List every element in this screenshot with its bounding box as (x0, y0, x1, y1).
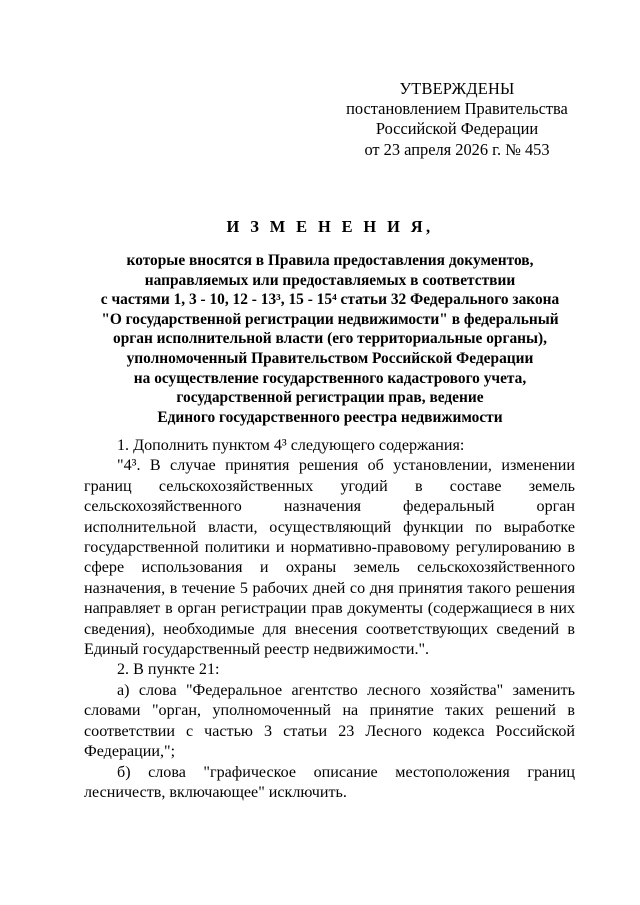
item-1-quote: "4³. В случае принятия решения об установлении, изменении границ сельскохозяйственных угодий в составе земель сельскохозяйственного назначения федеральный орган исполнительной власти, осуществляющий функции по выработке государственной политики и нормативно-правовому регулированию в сфере использования и охраны земель сельскохозяйственного назначения, в течение 5 рабочих дней со дня принятия такого решения направляет в орган регистрации прав документы (содержащиеся в них сведения), необходимые для внесения соответствующих сведений в Единый государственный реестр недвижимости.". (84, 457, 575, 659)
subtitle-line: на осуществление государственного кадастрового учета, (133, 369, 527, 387)
item-1: 1. Дополнить пунктом 4³ следующего содержания: (117, 437, 465, 454)
document-heading (70, 217, 590, 427)
item-2b: б) слова "графическое описание местоположения границ лесничеств, включающее" исключить. (84, 763, 575, 801)
approval-line-3: от 23 апреля 2026 г. № 453 (364, 139, 550, 159)
approval-line-2: Российской Федерации (375, 119, 539, 139)
item-2a: а) слова "Федеральное агентство лесного хозяйства" заменить словами "орган, уполномоченный на принятие таких решений в соответствии с частью 3 статьи 23 Лесного кодекса Российской Федерации,"; (84, 681, 575, 761)
document-title: И З М Е Н Е Н И Я, (226, 217, 434, 236)
subtitle-line: орган исполнительной власти (его территориальные органы), (113, 330, 547, 348)
subtitle-line: государственной регистрации прав, ведение (176, 389, 484, 407)
approval-line-1: постановлением Правительства (346, 99, 568, 119)
approval-stamp (326, 79, 588, 160)
subtitle-line: которые вносятся в Правила предоставления документов, (126, 252, 534, 269)
subtitle-line: уполномоченный Правительством Российской Федерации (126, 349, 534, 367)
approval-title: УТВЕРЖДЕНЫ (399, 79, 515, 98)
subtitle-line: направляемых или предоставляемых в соответствии (144, 271, 516, 289)
document-subtitle (70, 251, 590, 427)
subtitle-line: с частями 1, 3 - 10, 12 - 13³, 15 - 15⁴ статьи 32 Федерального закона (100, 291, 560, 309)
subtitle-line: Единого государственного реестра недвижимости (157, 408, 503, 426)
document-body (84, 436, 575, 803)
subtitle-line: "О государственной регистрации недвижимости" в федеральный (101, 310, 559, 328)
item-2: 2. В пункте 21: (117, 661, 220, 679)
